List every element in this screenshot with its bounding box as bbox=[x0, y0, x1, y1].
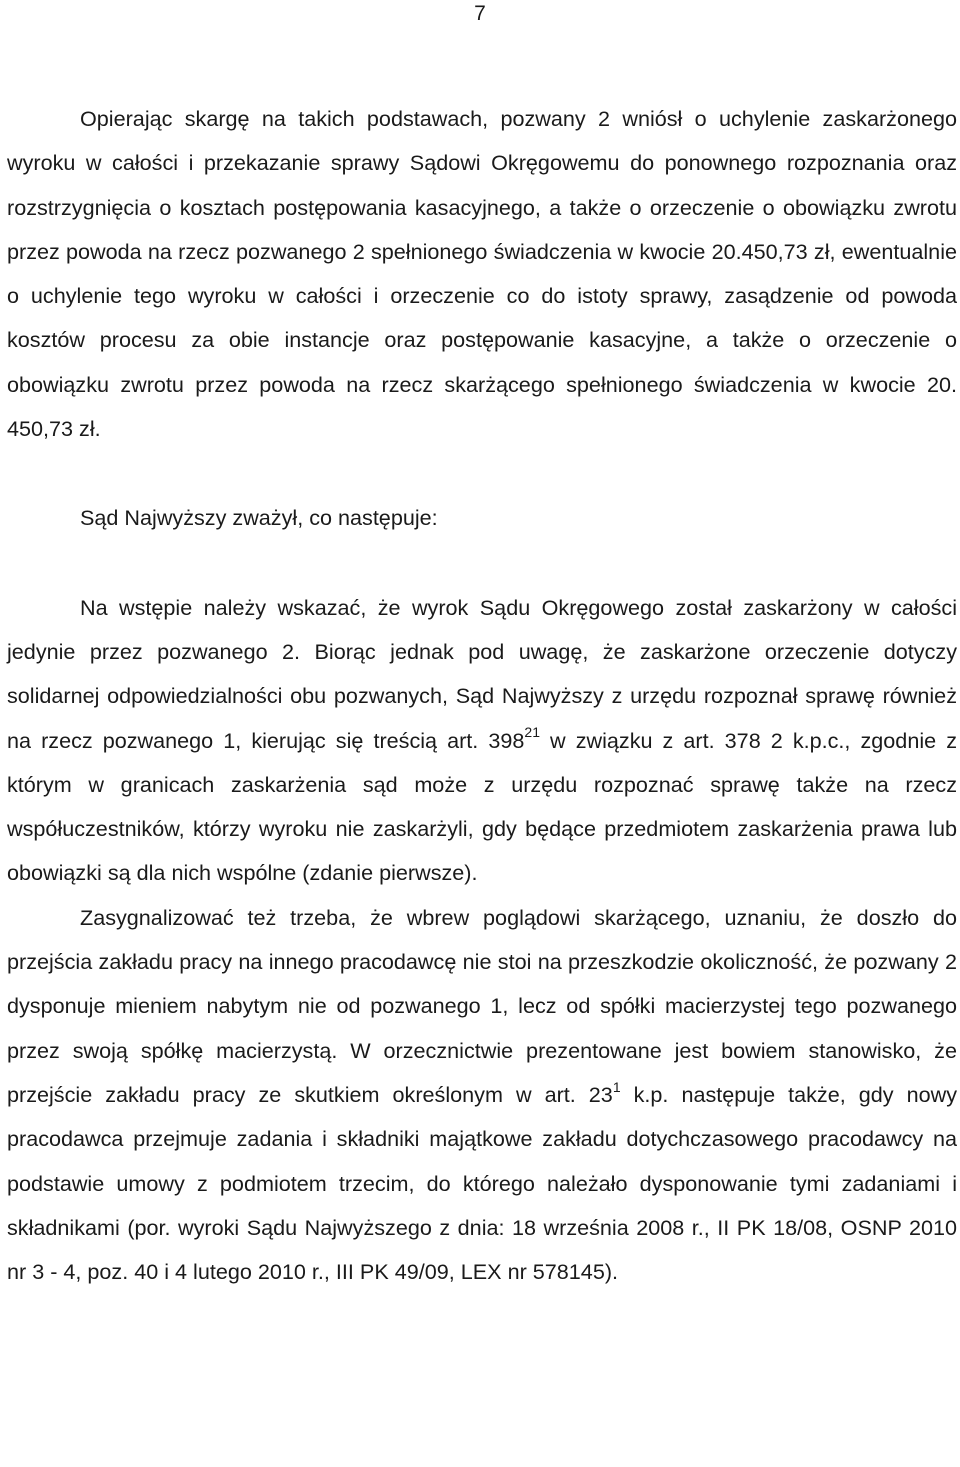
paragraph-text: w związku z art. 378 2 k.p.c., zgodnie z którym w granicach zaskarżenia sąd może z urzędu rozpoznać sprawę także na rzecz współuczestników, którzy wyroku nie zaskarżyli, gdy będące przedmiotem zaskarżenia prawa lub obowiązki są dla nich wspólne (zdanie pierwsze). bbox=[7, 727, 957, 886]
paragraph-text: Zasygnalizować też trzeba, że wbrew poglądowi skarżącego, uznaniu, że doszło do przejścia zakładu pracy na innego pracodawcę nie stoi na przeszkodzie okoliczność, że pozwany 2 dysponuje mieniem nabytym nie od pozwanego 1, lecz od spółki macierzystej tego pozwanego przez swoją spółkę macierzystą. W orzecznictwie prezentowane jest bowiem stanowisko, że przejście zakładu pracy ze skutkiem określonym w art. 23 bbox=[7, 904, 957, 1107]
page-number: 7 bbox=[474, 2, 486, 25]
paragraph-transfer-of-employer bbox=[7, 896, 957, 1295]
document-body bbox=[7, 97, 957, 1294]
superscript: 21 bbox=[524, 724, 540, 741]
superscript: 1 bbox=[612, 1078, 621, 1095]
paragraph-scope-of-review bbox=[7, 586, 957, 896]
paragraph-text: Na wstępie należy wskazać, że wyrok Sądu Okręgowego został zaskarżony w całości jedynie przez pozwanego 2. Biorąc jednak pod uwagę, że zaskarżone orzeczenie dotyczy solidarnej odpowiedzialności obu pozwanych, Sąd Najwyższy z urzędu rozpoznał sprawę również na rzecz pozwanego 1, kierując się treścią art. 398 bbox=[7, 594, 957, 753]
paragraph-text: k.p. następuje także, gdy nowy pracodawca przejmuje zadania i składniki majątkowe zakładu dotychczasowego pracodawcy na podstawie umowy z podmiotem trzecim, do którego należało dysponowanie tymi zadaniami i składnikami (por. wyroki Sądu Najwyższego z dnia: 18 września 2008 r., II PK 18/08, OSNP 2010 nr 3 - 4, poz. 40 i 4 lutego 2010 r., III PK 49/09, LEX nr 578145). bbox=[7, 1081, 957, 1285]
section-heading: Sąd Najwyższy zważył, co następuje: bbox=[80, 505, 438, 531]
paragraph-appeal-grounds: Opierając skargę na takich podstawach, pozwany 2 wniósł o uchylenie zaskarżonego wyroku w całości i przekazanie sprawy Sądowi Okręgowemu do ponownego rozpoznania oraz rozstrzygnięcia o kosztach postępowania kasacyjnego, a także o orzeczenie o obowiązku zwrotu przez powoda na rzecz pozwanego 2 spełnionego świadczenia w kwocie 20.450,73 zł, ewentualnie o uchylenie tego wyroku w całości i orzeczenie co do istoty sprawy, zasądzenie od powoda kosztów procesu za obie instancje oraz postępowanie kasacyjne, a także o orzeczenie o obowiązku zwrotu przez powoda na rzecz skarżącego spełnionego świadczenia w kwocie 20. 450,73 zł. bbox=[7, 106, 957, 442]
